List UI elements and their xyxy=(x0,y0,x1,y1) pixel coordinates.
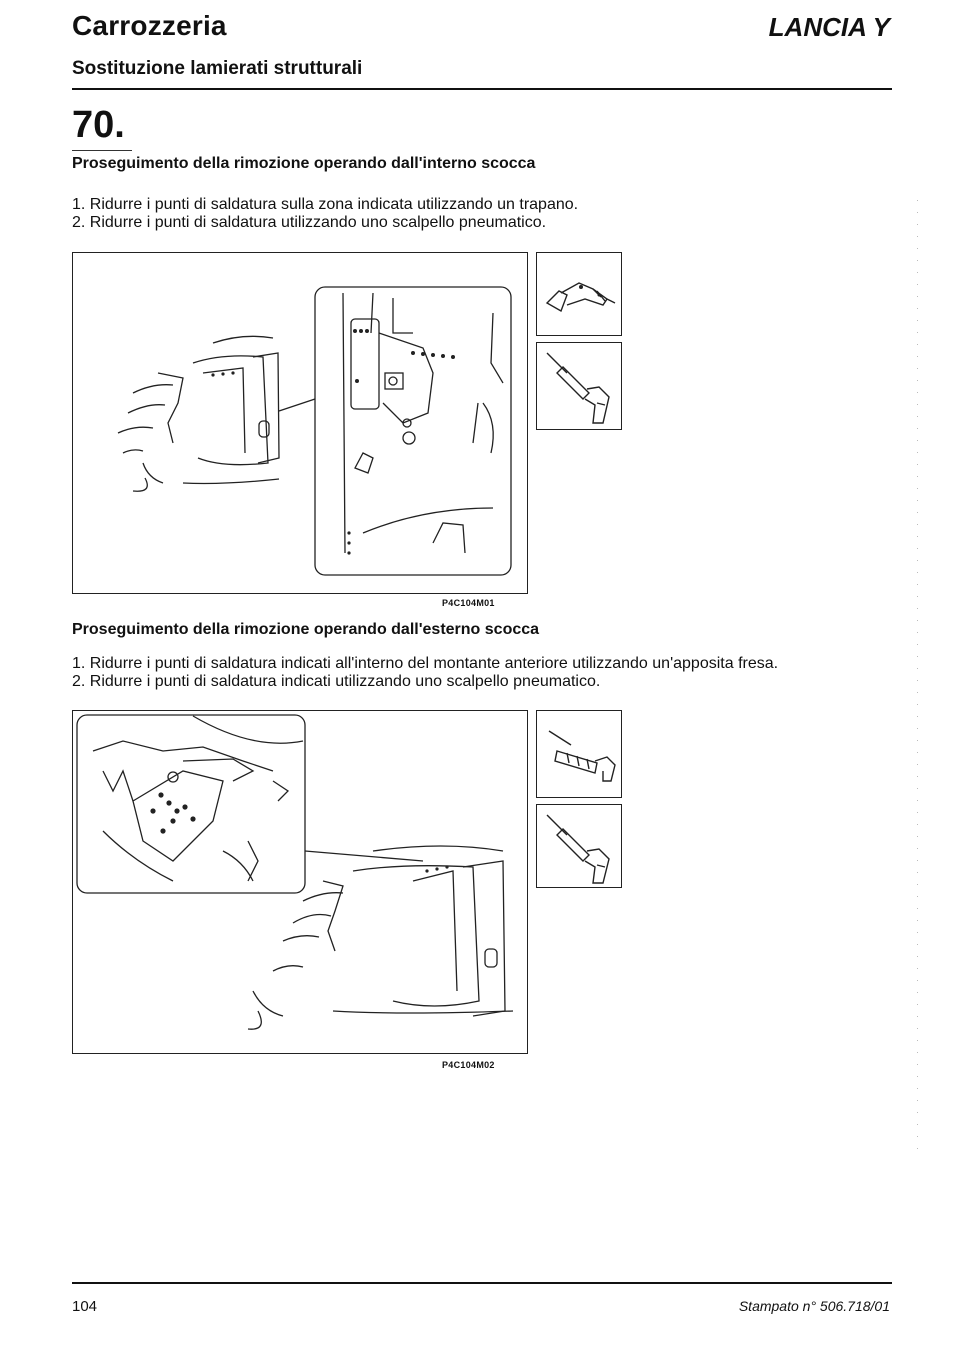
figure-2-drawing xyxy=(73,711,527,1053)
block2-heading: Proseguimento della rimozione operando dall'esterno scocca xyxy=(72,621,540,638)
tool-box-1 xyxy=(536,252,622,336)
page-subtitle: Sostituzione lamierati strutturali xyxy=(72,58,363,79)
block1-step-1: 1. Ridurre i punti di saldatura sulla zona indicata utilizzando un trapano. xyxy=(72,196,579,213)
figure-2 xyxy=(72,710,528,1054)
figure-2-code: P4C104M02 xyxy=(442,1060,495,1070)
block1-heading: Proseguimento della rimozione operando dall'interno scocca xyxy=(72,155,536,172)
brand-logo-text: LANCIA Y xyxy=(768,12,890,42)
margin-dotted-line xyxy=(917,200,918,1160)
tool-box-3 xyxy=(536,710,622,798)
figure-1-drawing xyxy=(73,253,527,593)
tool-box-2 xyxy=(536,342,622,430)
pneumatic-chisel-icon xyxy=(537,805,621,887)
block1-steps xyxy=(72,196,578,232)
page-number: 104 xyxy=(72,1298,98,1315)
pneumatic-chisel-icon xyxy=(537,343,621,429)
block2-step-2: 2. Ridurre i punti di saldatura indicati utilizzando uno scalpello pneumatico. xyxy=(72,673,601,690)
figure-1-code: P4C104M01 xyxy=(442,598,495,608)
drill-icon xyxy=(537,253,621,335)
tool-box-4 xyxy=(536,804,622,888)
print-reference: Stampato n° 506.718/01 xyxy=(738,1298,890,1314)
section-underline xyxy=(72,150,132,151)
page-title: Carrozzeria xyxy=(72,10,227,41)
block2-steps xyxy=(72,655,778,691)
spot-weld-cutter-icon xyxy=(537,711,621,797)
section-number: 70. xyxy=(72,104,125,146)
header-rule xyxy=(72,88,892,90)
block1-step-2: 2. Ridurre i punti di saldatura utilizzando uno scalpello pneumatico. xyxy=(72,214,547,231)
block2-step-1: 1. Ridurre i punti di saldatura indicati all'interno del montante anteriore utilizzando un'apposita fresa. xyxy=(72,655,779,672)
footer-rule xyxy=(72,1282,892,1284)
figure-1 xyxy=(72,252,528,594)
